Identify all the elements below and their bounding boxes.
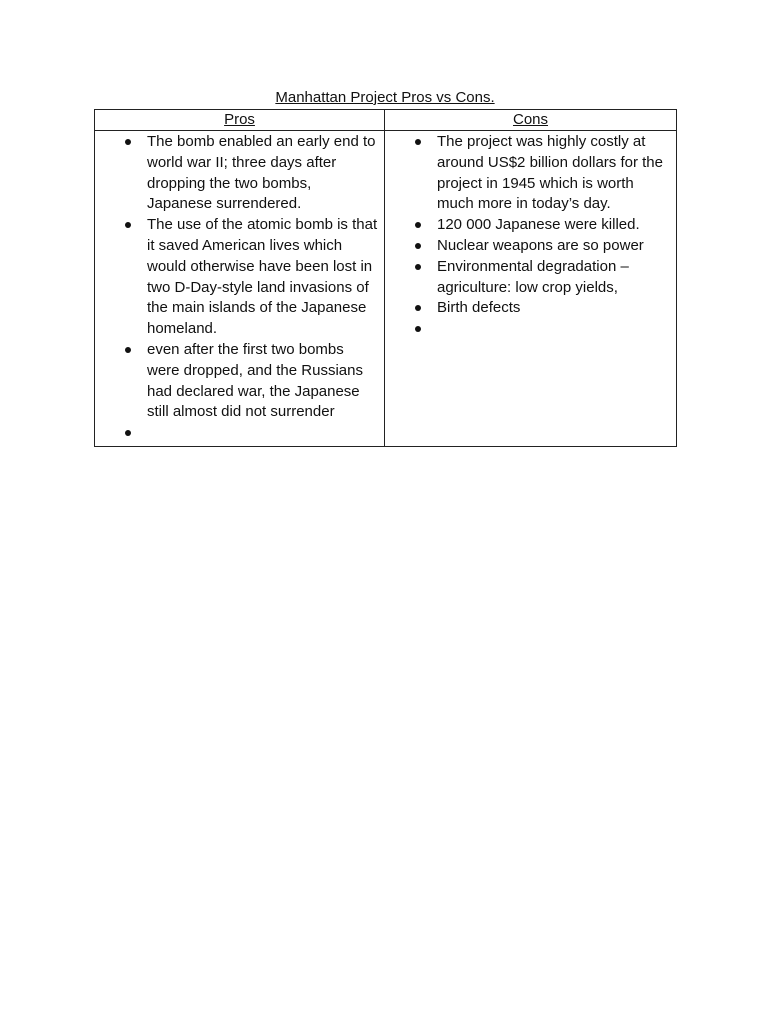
pros-list-item: [95, 132, 378, 215]
table-body-row: [95, 131, 677, 447]
bullet-icon: [415, 222, 421, 228]
cons-list: [385, 131, 676, 342]
cons-item-text: Environmental degradation – agriculture: low crop yields,: [437, 257, 629, 296]
bullet-icon: [415, 139, 421, 145]
bullet-icon: [125, 139, 131, 145]
cons-item-text: The project was highly costly at around US$2 billion dollars for the project in 1945 which is worth much more in today’s day.: [437, 133, 663, 213]
cons-item-text: Birth defects: [437, 299, 521, 317]
pros-cons-table: [94, 109, 677, 447]
cons-header: Cons: [385, 110, 677, 131]
bullet-icon: [125, 347, 131, 353]
document-title: Manhattan Project Pros vs Cons.: [275, 89, 495, 106]
bullet-icon: [125, 222, 131, 228]
cons-cell: [385, 131, 677, 447]
pros-list: [95, 131, 384, 446]
bullet-icon: [415, 326, 421, 332]
cons-list-item: [385, 236, 670, 257]
cons-item-text: 120 000 Japanese were killed.: [437, 216, 640, 234]
cons-list-item: [385, 132, 670, 215]
pros-item-text: The bomb enabled an early end to world war II; three days after dropping the two bombs, Japanese surrendered.: [147, 133, 376, 213]
pros-item-text: even after the first two bombs were dropped, and the Russians had declared war, the Japanese still almost did not surrender: [147, 340, 363, 421]
cons-list-item-empty: [385, 319, 670, 340]
bullet-icon: [415, 243, 421, 249]
pros-item-text: The use of the atomic bomb is that it saved American lives which would otherwise have been lost in two D-Day-style land invasions of the main islands of the Japanese homeland.: [147, 216, 378, 338]
table-header-row: [95, 110, 677, 131]
pros-list-item: [95, 215, 378, 340]
cons-item-text: Nuclear weapons are so power: [437, 236, 644, 254]
pros-cell: [95, 131, 385, 447]
pros-list-item: [95, 340, 378, 423]
pros-list-item-empty: [95, 423, 378, 444]
bullet-icon: [415, 305, 421, 311]
pros-header: Pros: [95, 110, 385, 131]
bullet-icon: [125, 430, 131, 436]
cons-list-item: [385, 257, 670, 299]
cons-list-item: [385, 215, 670, 236]
bullet-icon: [415, 264, 421, 270]
cons-list-item: [385, 298, 670, 319]
